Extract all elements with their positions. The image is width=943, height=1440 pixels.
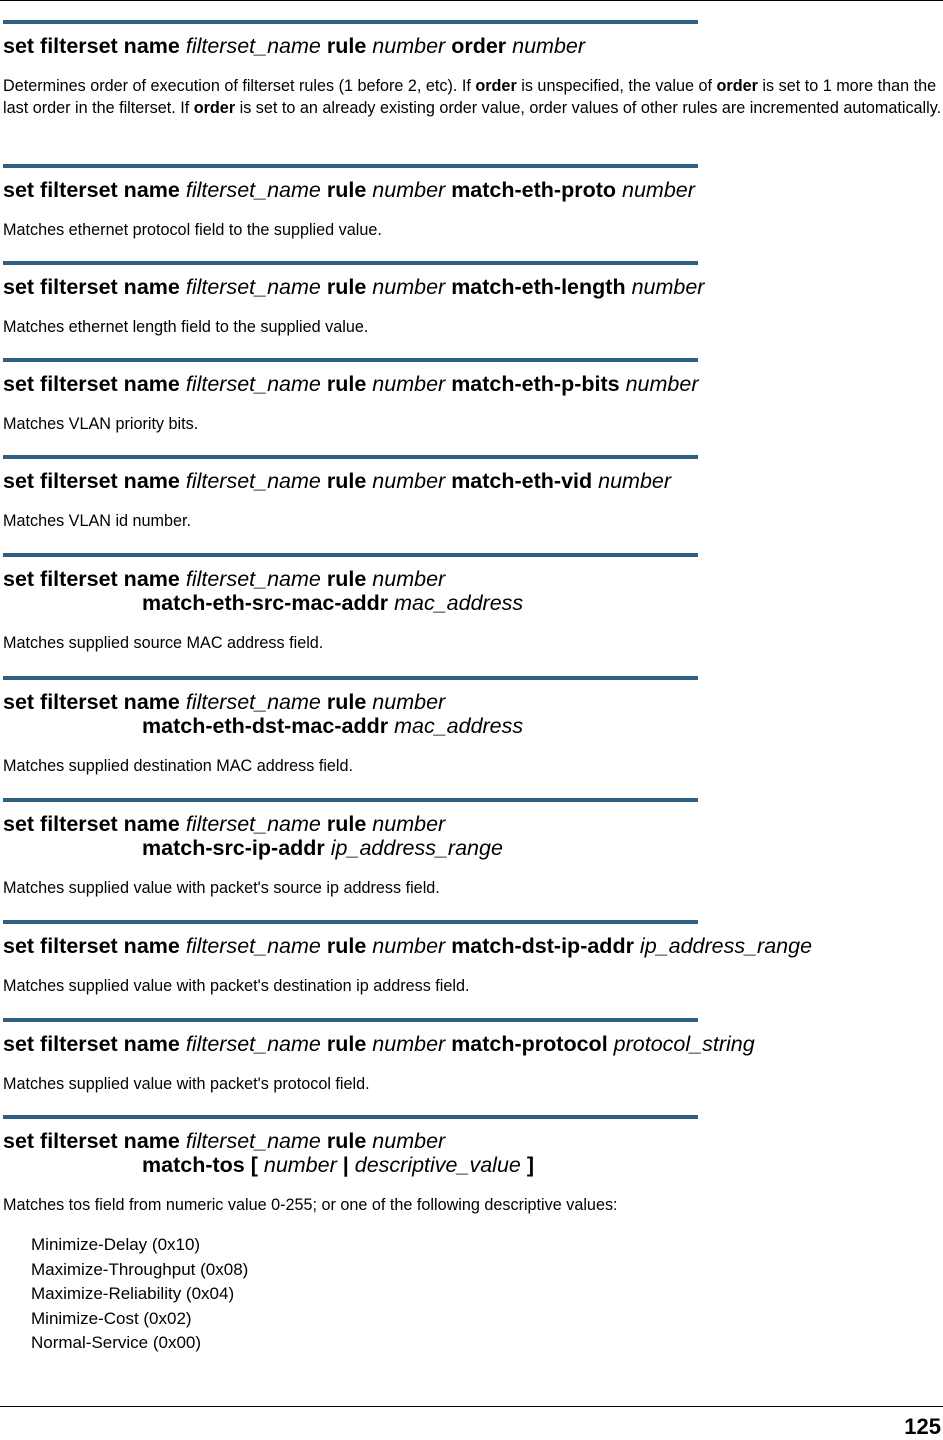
keyword: ] [526,1153,535,1177]
parameter: number [372,178,446,202]
keyword: set filterset name [3,1032,180,1056]
tos-value: Maximize-Reliability (0x04) [31,1284,235,1303]
command-syntax [3,1129,943,1177]
syntax-line [3,714,943,738]
command-entry-match-eth-p-bits [3,358,943,435]
parameter: number [372,812,446,836]
keyword: order [193,99,236,117]
command-syntax [3,934,943,958]
syntax-line [3,1129,943,1153]
command-syntax [3,690,943,738]
keyword: match-eth-proto [451,178,617,202]
parameter: filterset_name [185,372,321,396]
command-syntax [3,469,943,493]
command-syntax [3,812,943,860]
parameter: number [598,469,672,493]
section-rule [3,920,698,924]
command-syntax [3,34,943,58]
keyword: match-eth-dst-mac-addr [142,714,389,738]
tos-values-list [31,1233,248,1356]
parameter: number [263,1153,337,1177]
keyword: rule [326,275,367,299]
keyword: match-eth-p-bits [451,372,620,396]
syntax-line [3,836,943,860]
keyword: rule [326,1129,367,1153]
parameter: number [372,275,446,299]
command-entry-match-dst-ip-addr [3,920,943,997]
parameter: filterset_name [185,34,321,58]
section-rule [3,676,698,680]
keyword: set filterset name [3,275,180,299]
syntax-line [3,34,943,58]
keyword: rule [326,1032,367,1056]
command-description: Matches VLAN priority bits. [3,415,199,433]
keyword: set filterset name [3,34,180,58]
keyword: set filterset name [3,812,180,836]
parameter: number [512,34,586,58]
keyword: match-tos [ [142,1153,258,1177]
command-syntax [3,567,943,615]
tos-value: Minimize-Delay (0x10) [31,1235,201,1254]
parameter: filterset_name [185,1032,321,1056]
command-entry-match-eth-length [3,261,943,338]
parameter: filterset_name [185,469,321,493]
section-rule [3,455,698,459]
parameter: number [631,275,705,299]
section-rule [3,261,698,265]
keyword: set filterset name [3,1129,180,1153]
command-entry-match-eth-vid [3,455,943,532]
parameter: number [625,372,699,396]
command-description: Matches supplied value with packet's destination ip address field. [3,977,470,995]
section-rule [3,798,698,802]
parameter: mac_address [394,714,524,738]
command-syntax [3,275,943,299]
command-description: Matches supplied value with packet's protocol field. [3,1075,370,1093]
parameter: number [372,567,446,591]
parameter: filterset_name [185,812,321,836]
command-entry-match-protocol [3,1018,943,1095]
keyword: match-src-ip-addr [142,836,325,860]
command-entry-match-tos [3,1115,943,1216]
syntax-line [3,567,943,591]
command-entry-match-eth-src-mac-addr [3,553,943,654]
command-syntax [3,1032,943,1056]
keyword: match-dst-ip-addr [451,934,634,958]
parameter: filterset_name [185,567,321,591]
command-syntax [3,178,943,202]
keyword: match-eth-src-mac-addr [142,591,389,615]
command-entry-match-src-ip-addr [3,798,943,899]
keyword: order [475,77,517,95]
parameter: ip_address_range [330,836,503,860]
syntax-line [3,372,943,396]
parameter: number [372,372,446,396]
syntax-line [3,812,943,836]
keyword: rule [326,812,367,836]
command-description: Matches supplied source MAC address field. [3,634,324,652]
parameter: filterset_name [185,1129,321,1153]
parameter: ip_address_range [639,934,813,958]
section-rule [3,1115,698,1119]
keyword: match-eth-vid [451,469,593,493]
keyword: rule [326,469,367,493]
command-entry-match-eth-dst-mac-addr [3,676,943,777]
section-rule [3,358,698,362]
command-syntax [3,372,943,396]
section-rule [3,20,698,24]
keyword: rule [326,690,367,714]
keyword: order [451,34,507,58]
parameter: number [372,34,446,58]
syntax-line [3,1032,943,1056]
parameter: number [372,690,446,714]
section-rule [3,553,698,557]
keyword: set filterset name [3,372,180,396]
tos-value: Normal-Service (0x00) [31,1333,202,1352]
syntax-line [3,591,943,615]
keyword: rule [326,34,367,58]
command-description: Matches supplied destination MAC address field. [3,757,354,775]
parameter: filterset_name [185,178,321,202]
command-description: Matches ethernet length field to the supplied value. [3,318,369,336]
syntax-line [3,469,943,493]
tos-value: Maximize-Throughput (0x08) [31,1259,249,1279]
tos-value: Minimize-Cost (0x02) [31,1308,192,1328]
footer-rule [0,1406,943,1407]
keyword: | [342,1153,349,1177]
keyword: set filterset name [3,934,180,958]
parameter: number [372,1032,446,1056]
command-entry-match-eth-proto [3,164,943,241]
parameter: filterset_name [185,934,321,958]
parameter: filterset_name [185,690,321,714]
parameter: protocol_string [613,1032,755,1056]
parameter: number [372,469,446,493]
keyword: order [716,77,758,95]
syntax-line [3,178,943,202]
top-rule [0,0,943,1]
keyword: set filterset name [3,178,180,202]
parameter: descriptive_value [354,1153,521,1177]
keyword: match-protocol [451,1032,608,1056]
syntax-line [3,934,943,958]
keyword: rule [326,372,367,396]
syntax-line [3,275,943,299]
section-rule [3,1018,698,1022]
command-description: Matches supplied value with packet's source ip address field. [3,879,440,897]
keyword: match-eth-length [451,275,626,299]
command-description: Determines order of execution of filterset rules (1 before 2, etc). If order is unspecified, the value of order is set to 1 more than the last order in the filterset. If order is set to an already existing order value, order values of other rules are incremented automatically. [3,77,942,117]
syntax-line [3,690,943,714]
keyword: rule [326,567,367,591]
command-description: Matches ethernet protocol field to the supplied value. [3,221,382,239]
keyword: rule [326,178,367,202]
syntax-line [3,1153,943,1177]
parameter: mac_address [394,591,524,615]
parameter: filterset_name [185,275,321,299]
page-number: 125 [904,1414,941,1439]
keyword: set filterset name [3,469,180,493]
parameter: number [622,178,695,202]
section-rule [3,164,698,168]
parameter: number [372,934,446,958]
keyword: set filterset name [3,567,180,591]
command-description: Matches tos field from numeric value 0-255; or one of the following descriptive values: [3,1196,618,1214]
keyword: rule [326,934,367,958]
command-entry-order [3,20,943,119]
parameter: number [372,1129,446,1153]
keyword: set filterset name [3,690,180,714]
command-description: Matches VLAN id number. [3,512,192,530]
